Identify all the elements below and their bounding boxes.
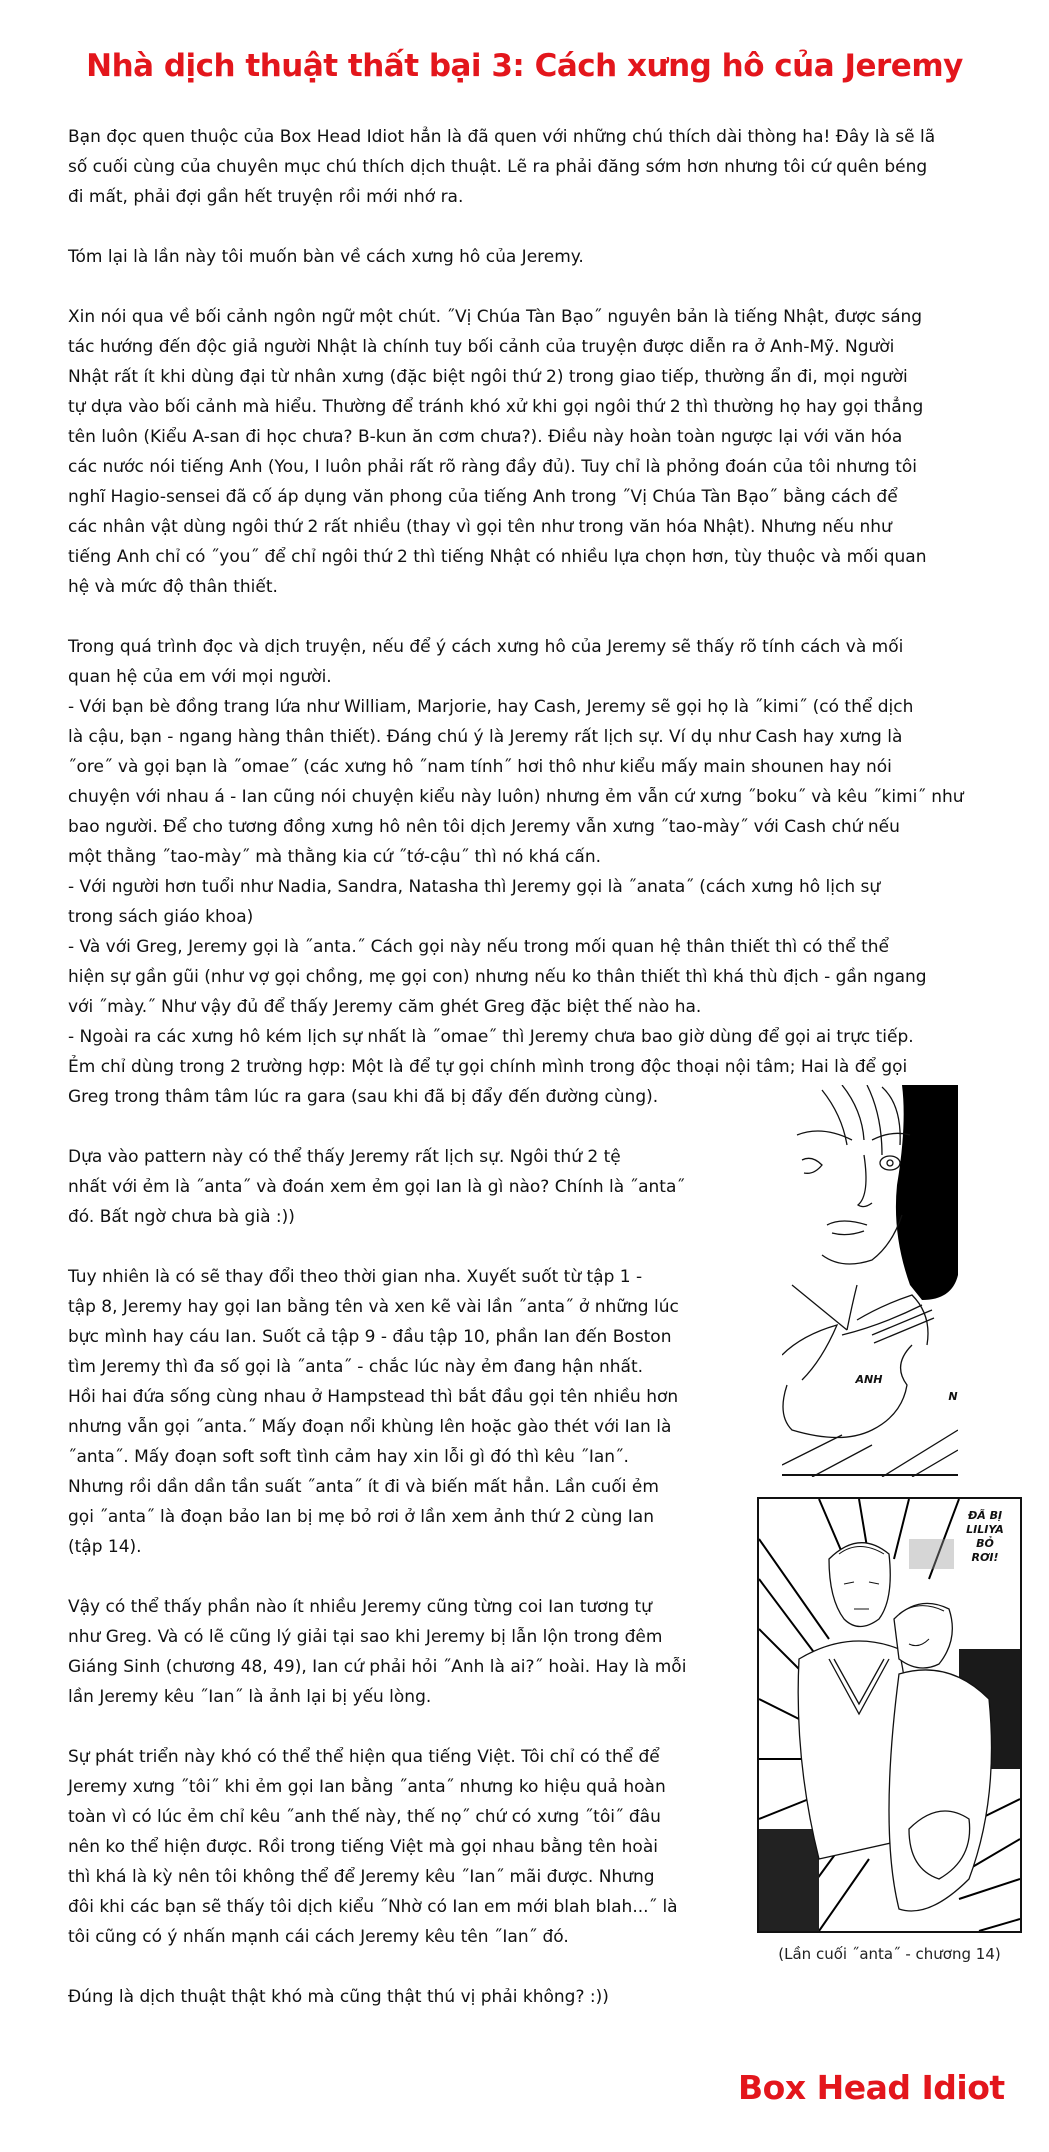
paragraph-1-line: Bạn đọc quen thuộc của Box Head Idiot hẳn là đã quen với những chú thích dài thòng ha! Đây là sẽ lã (68, 127, 936, 147)
manga-drawing-face (782, 1085, 958, 1477)
paragraph-6-line: nhưng vẫn gọi ˝anta.˝ Mấy đoạn nổi khùng lên hoặc gào thét với Ian là (68, 1417, 672, 1437)
paragraph-3-line: tên luôn (Kiểu A-san đi học chưa? B-kun ăn cơm chưa?). Điều này hoàn toàn ngược lại với văn hóa (68, 427, 903, 447)
paragraph-4-line: - Ngoài ra các xưng hô kém lịch sự nhất là ˝omae˝ thì Jeremy chưa bao giờ dùng để gọi ai trực tiếp. (68, 1027, 914, 1047)
speech-text-anh: ANH (855, 1373, 883, 1386)
paragraph-6-line: tập 8, Jeremy hay gọi Ian bằng tên và xen kẽ vài lần ˝anta˝ ở những lúc (68, 1297, 679, 1317)
paragraph-8-line: đôi khi các bạn sẽ thấy tôi dịch kiểu ˝Nhờ có Ian em mới blah blah...˝ là (68, 1897, 678, 1917)
speech-line: LILIYA (966, 1523, 1004, 1536)
paragraph-8-line: thì khá là kỳ nên tôi không thể để Jeremy kêu ˝Ian˝ mãi được. Nhưng (68, 1867, 655, 1887)
paragraph-8-line: Sự phát triển này khó có thể thể hiện qua tiếng Việt. Tôi chỉ có thể để (68, 1747, 660, 1767)
signature-logo: Box Head Idiot (738, 2068, 1005, 2107)
paragraph-6-line: (tập 14). (68, 1537, 142, 1557)
paragraph-7-line: như Greg. Và có lẽ cũng lý giải tại sao khi Jeremy bị lẫn lộn trong đêm (68, 1627, 663, 1647)
paragraph-4-line: Trong quá trình đọc và dịch truyện, nếu để ý cách xưng hô của Jeremy sẽ thấy rõ tính cách và mối (68, 637, 904, 657)
paragraph-8-line: tôi cũng có ý nhấn mạnh cái cách Jeremy kêu tên ˝Ian˝ đó. (68, 1927, 569, 1947)
paragraph-2-line: Tóm lại là lần này tôi muốn bàn về cách xưng hô của Jeremy. (68, 247, 584, 267)
paragraph-1-line: đi mất, phải đợi gần hết truyện rồi mới nhớ ra. (68, 187, 464, 207)
paragraph-gap (68, 212, 998, 242)
article-title: Nhà dịch thuật thất bại 3: Cách xưng hô của Jeremy (86, 48, 963, 84)
paragraph-5-line: Dựa vào pattern này có thể thấy Jeremy rất lịch sự. Ngôi thứ 2 tệ (68, 1147, 621, 1167)
paragraph-5-line: đó. Bất ngờ chưa bà già :)) (68, 1207, 295, 1227)
paragraph-6-line: ˝anta˝. Mấy đoạn soft soft tình cảm hay xin lỗi gì đó thì kêu ˝Ian˝. (68, 1447, 629, 1467)
paragraph-8-line: toàn vì có lúc ẻm chỉ kêu ˝anh thế này, thế nọ˝ chứ có xưng ˝tôi˝ đâu (68, 1807, 661, 1827)
paragraph-7-line: Giáng Sinh (chương 48, 49), Ian cứ phải hỏi ˝Anh là ai?˝ hoài. Hay là mỗi (68, 1657, 687, 1677)
paragraph-7-line: lần Jeremy kêu ˝Ian˝ là ảnh lại bị yếu lòng. (68, 1687, 432, 1707)
paragraph-4-line: ˝ore˝ và gọi bạn là ˝omae˝ (các xưng hô ˝nam tính˝ hơi thô như kiểu mấy main shounen hay nói (68, 757, 892, 777)
paragraph-4-line: quan hệ của em với mọi người. (68, 667, 332, 687)
speech-bubble (955, 1509, 1015, 1565)
paragraph-3-line: nghĩ Hagio-sensei đã cố áp dụng văn phong của tiếng Anh trong ˝Vị Chúa Tàn Bạo˝ bằng cách để (68, 487, 898, 507)
paragraph-6-line: gọi ˝anta˝ là đoạn bảo Ian bị mẹ bỏ rơi ở lần xem ảnh thứ 2 cùng Ian (68, 1507, 654, 1527)
paragraph-gap (68, 602, 998, 632)
paragraph-3-line: các nhân vật dùng ngôi thứ 2 rất nhiều (thay vì gọi tên như trong văn hóa Nhật). Nhưng nếu như (68, 517, 892, 537)
paragraph-3-line: Xin nói qua về bối cảnh ngôn ngữ một chút. ˝Vị Chúa Tàn Bạo˝ nguyên bản là tiếng Nhật, được sáng (68, 307, 923, 327)
paragraph-3-line: hệ và mức độ thân thiết. (68, 577, 278, 597)
paragraph-5-line: nhất với ẻm là ˝anta˝ và đoán xem ẻm gọi Ian là gì nào? Chính là ˝anta˝ (68, 1177, 685, 1197)
paragraph-9-line: Đúng là dịch thuật thật khó mà cũng thật thú vị phải không? :)) (68, 1987, 609, 2007)
paragraph-4-line: một thằng ˝tao-mày˝ mà thằng kia cứ ˝tớ-cậu˝ thì nó khá cấn. (68, 847, 602, 867)
paragraph-4-line: - Và với Greg, Jeremy gọi là ˝anta.˝ Cách gọi này nếu trong mối quan hệ thân thiết thì có thể thể (68, 937, 890, 957)
paragraph-4-line: Greg trong thâm tâm lúc ra gara (sau khi đã bị đẩy đến đường cùng). (68, 1087, 659, 1107)
paragraph-4-line: bao người. Để cho tương đồng xưng hô nên tôi dịch Jeremy vẫn xưng ˝tao-mày˝ với Cash chứ nếu (68, 817, 900, 837)
paragraph-4-line: chuyện với nhau á - Ian cũng nói chuyện kiểu này luôn) nhưng ẻm vẫn cứ xưng ˝boku˝ và kêu ˝kimi˝ như (68, 787, 964, 807)
paragraph-6-line: tìm Jeremy thì đa số gọi là ˝anta˝ - chắc lúc này ẻm đang hận nhất. (68, 1357, 644, 1377)
paragraph-6-line: Tuy nhiên là có sẽ thay đổi theo thời gian nha. Xuyết suốt từ tập 1 - (68, 1267, 643, 1287)
paragraph-3-line: Nhật rất ít khi dùng đại từ nhân xưng (đặc biệt ngôi thứ 2) trong giao tiếp, thường ẩn đi, mọi người (68, 367, 908, 387)
speech-line: RƠI! (971, 1551, 999, 1564)
paragraph-4-line: - Với bạn bè đồng trang lứa như William, Marjorie, hay Cash, Jeremy sẽ gọi họ là ˝kimi˝ (có thể dịch (68, 697, 914, 717)
speech-text-fragment: N (948, 1390, 958, 1403)
paragraph-6-line: Hồi hai đứa sống cùng nhau ở Hampstead thì bắt đầu gọi tên nhiều hơn (68, 1387, 679, 1407)
paragraph-3-line: tác hướng đến độc giả người Nhật là chính tuy bối cảnh của truyện được diễn ra ở Anh-Mỹ. Người (68, 337, 895, 357)
manga-panel-jeremy-face (782, 1085, 958, 1477)
paragraph-4-line: Ẻm chỉ dùng trong 2 trường hợp: Một là để tự gọi chính mình trong độc thoại nội tâm; Hai là để gọi (68, 1057, 908, 1077)
paragraph-6-line: Nhưng rồi dần dần tần suất ˝anta˝ ít đi và biến mất hẳn. Lần cuối ẻm (68, 1477, 659, 1497)
paragraph-8-line: Jeremy xưng ˝tôi˝ khi ẻm gọi Ian bằng ˝anta˝ nhưng ko hiệu quả hoàn (68, 1777, 666, 1797)
manga-panel-jeremy-greg (757, 1497, 1022, 1933)
paragraph-7-line: Vậy có thể thấy phần nào ít nhiều Jeremy cũng từng coi Ian tương tự (68, 1597, 652, 1617)
paragraph-4-line: là cậu, bạn - ngang hàng thân thiết). Đáng chú ý là Jeremy rất lịch sự. Ví dụ như Cash hay xưng là (68, 727, 903, 747)
paragraph-3-line: tự dựa vào bối cảnh mà hiểu. Thường để tránh khó xử khi gọi ngôi thứ 2 thì thường họ hay gọi thẳng (68, 397, 924, 417)
paragraph-3-line: tiếng Anh chỉ có ˝you˝ để chỉ ngôi thứ 2 thì tiếng Nhật có nhiều lựa chọn hơn, tùy thuộc và mối quan (68, 547, 927, 567)
paragraph-8-line: nên ko thể hiện được. Rồi trong tiếng Việt mà gọi nhau bằng tên hoài (68, 1837, 658, 1857)
paragraph-4-line: hiện sự gần gũi (như vợ gọi chồng, mẹ gọi con) nhưng nếu ko thân thiết thì khá thù địch - gần ngang (68, 967, 927, 987)
paragraph-4-line: - Với người hơn tuổi như Nadia, Sandra, Natasha thì Jeremy gọi là ˝anata˝ (cách xưng hô lịch sự (68, 877, 881, 897)
paragraph-4-line: trong sách giáo khoa) (68, 907, 254, 927)
paragraph-4-line: với ˝mày.˝ Như vậy đủ để thấy Jeremy căm ghét Greg đặc biệt thế nào ha. (68, 997, 702, 1017)
paragraph-6-line: bực mình hay cáu Ian. Suốt cả tập 9 - đầu tập 10, phần Ian đến Boston (68, 1327, 672, 1347)
paragraph-gap (68, 272, 998, 302)
paragraph-1-line: số cuối cùng của chuyên mục chú thích dịch thuật. Lẽ ra phải đăng sớm hơn nhưng tôi cứ quên béng (68, 157, 928, 177)
speech-line: ĐÃ BỊ (967, 1509, 1003, 1522)
paragraph-3-line: các nước nói tiếng Anh (You, I luôn phải rất rõ ràng đầy đủ). Tuy chỉ là phỏng đoán của tôi nhưng tôi (68, 457, 917, 477)
speech-line: BỎ (976, 1537, 994, 1550)
image-caption: (Lần cuối ˝anta˝ - chương 14) (778, 1945, 1001, 1963)
